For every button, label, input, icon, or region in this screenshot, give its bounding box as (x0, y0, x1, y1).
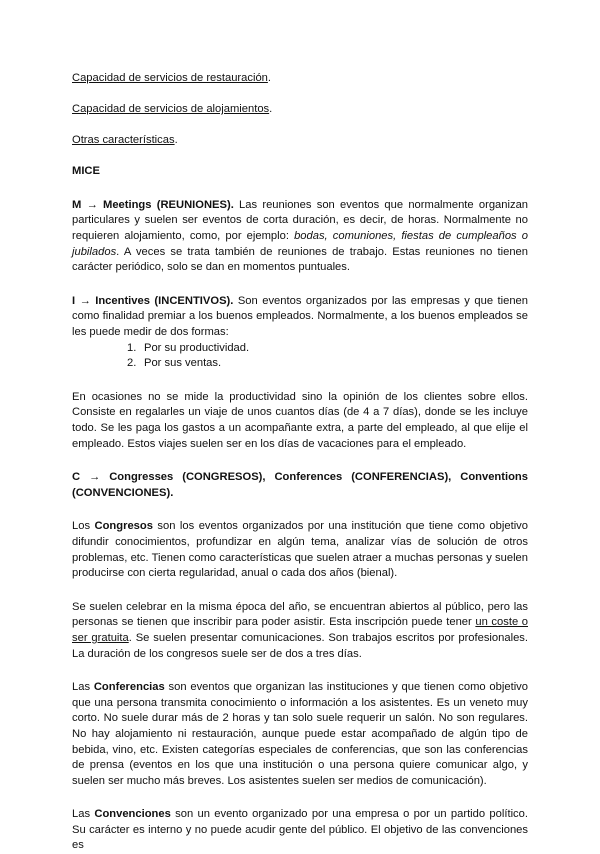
list-item: 2. Por sus ventas. (127, 357, 222, 370)
alojamientos-link[interactable]: Capacidad de servicios de alojamientos (72, 103, 270, 116)
incentives-term: I → Incentives (INCENTIVOS). (72, 294, 234, 307)
conferencias-term: Conferencias (93, 681, 165, 694)
convenciones-paragraph: Las Convenciones son un evento organizado por una empresa o por un partido político. Su carácter es interno y no puede acudir gente del público. El objetivo de las convenciones es (72, 808, 528, 852)
incentives-paragraph-2: En ocasiones no se mide la productividad sino la opinión de los clientes sobre ellos. Consiste en regalarles un viaje de unos cuantos días (de 4 a 7 días), donde se les incluye todo. Se les paga los gastos a un acompañante extra, a parte del empleado, al que elije el empleado. Estos viajes suelen ser en los días de vacaciones para el empleado. (72, 390, 528, 450)
incentives-paragraph: I → Incentives (INCENTIVOS). Son eventos organizados por las empresas y que tienen como finalidad premiar a los buenos empleados. Normalmente, a los buenos empleados se les puede medir de dos formas: (72, 294, 528, 339)
coste-gratuita-link[interactable]: un coste o ser gratuita (72, 616, 528, 644)
link-line-restauracion: Capacidad de servicios de restauración. (72, 72, 271, 84)
convenciones-term: Convenciones (94, 808, 171, 821)
meetings-term: M → Meetings (REUNIONES). (72, 198, 234, 211)
congresos-paragraph-2: Se suelen celebrar en la misma época del año, se encuentran abiertos al público, pero las personas se tienen que inscribir para poder asistir. Esta inscripción puede tener un coste o ser gratuita. Se suelen presentar comunicaciones. Son trabajos escritos por profesionales. La duración de los congresos suele ser de dos a tres días. (72, 600, 528, 660)
meetings-paragraph: M → Meetings (REUNIONES). Las reuniones son eventos que normalmente organizan particulares y suelen ser eventos de corta duración, es decir, de horas. Normalmente no requieren alojamiento, como, por ejemplo: bodas, comuniones, fiestas de cumpleaños o jubilados. A veces se trata también de reuniones de trabajo. Estas reuniones no tienen carácter periódico, solo se dan en momentos puntuales. (72, 198, 529, 274)
link-line-alojamientos: Capacidad de servicios de alojamientos. (72, 103, 273, 116)
congresos-term: Congresos (94, 520, 153, 533)
restauracion-link[interactable]: Capacidad de servicios de restauración (72, 72, 268, 84)
mice-heading: MICE (72, 165, 100, 178)
c-heading: C → Congresses (CONGRESOS), Conferences (CONFERENCIAS), Conventions (CONVENCIONES). (72, 471, 528, 499)
conferencias-paragraph: Las Conferencias son eventos que organizan las instituciones y que tienen como objetivo que una persona transmita conocimiento o información a los asistentes. Es un veneto muy corto. No suele durar más de 2 horas y tan solo suele requerir un salón. No son regulares. No hay alojamiento ni restauración, aunque puede estar acompañado de algún tipo de bebida, vino, etc. Existen categorías especiales de conferencias, que son las conferencias de prensa (eventos en los que una institución o una persona quiere comunicar algo, y suelen ser mucho más breves. Los asistentes suelen ser medios de comunicación). (72, 681, 528, 787)
otras-caracteristicas-link[interactable]: Otras características (72, 134, 175, 147)
congresos-paragraph: Los Congresos son los eventos organizados por una institución que tiene como objetivo difundir conocimientos, profundizar en algún tema, analizar vías de solución de otros problemas, etc. Tienen como características que suelen atraer a muchas personas y suelen producirse con cierta regularidad, anual o cada dos años (bienal). (72, 520, 528, 580)
list-item: 1. Por su productividad. (127, 341, 250, 354)
incentives-list (72, 341, 528, 372)
link-line-otras: Otras características. (72, 134, 178, 147)
meetings-examples: bodas, comuniones, fiestas de cumpleaños o jubilados (72, 230, 528, 258)
